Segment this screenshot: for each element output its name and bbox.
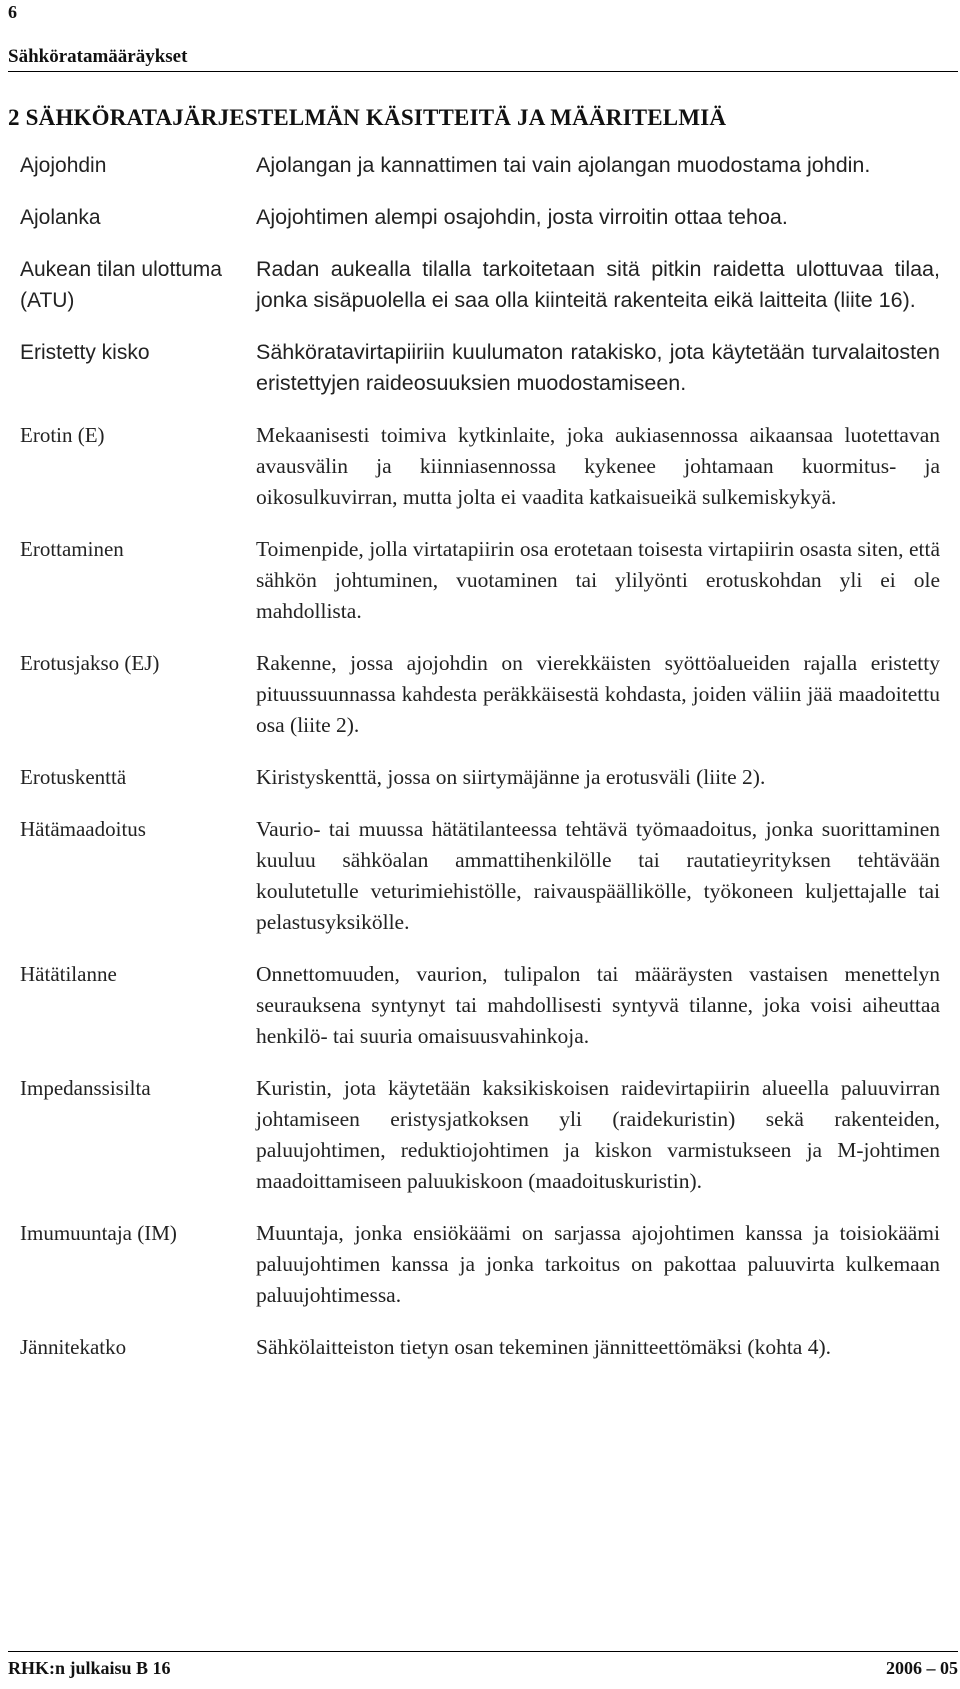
definition-text: Kuristin, jota käytetään kaksikiskoisen raidevirtapiirin alueella paluuvirran johtamiseen eristysjatkoksen yli (raidekuristin) sekä rakenteiden, paluujohtimen, reduktiojohtimen ja kiskon varmistukseen ja M-johtimen maadoittamiseen paluukiskoon (maadoituskuristin). xyxy=(256,1076,940,1193)
page-footer xyxy=(8,1651,958,1679)
definition-text: Mekaanisesti toimiva kytkinlaite, joka aukiasennossa aikaansaa luotettavan avausvälin ja kiinniasennossa kykenee johtamaan kuormitus- ja oikosulkuvirran, mutta jolta ei vaadita katkaisueikä sulkemiskykyä. xyxy=(256,423,940,509)
definition-text: Kiristyskenttä, jossa on siirtymäjänne ja erotusväli (liite 2). xyxy=(256,765,766,789)
definition-item xyxy=(20,202,940,233)
definition-term: Imumuuntaja (IM) xyxy=(20,1221,177,1245)
definition-item xyxy=(20,150,940,181)
definition-item xyxy=(20,1218,940,1311)
page-number: 6 xyxy=(8,2,17,22)
definition-item xyxy=(20,762,940,793)
definition-item xyxy=(20,534,940,627)
definition-term: Impedanssisilta xyxy=(20,1076,151,1100)
definition-text: Sähkölaitteiston tietyn osan tekeminen jännitteettömäksi (kohta 4). xyxy=(256,1335,831,1359)
definition-text: Onnettomuuden, vaurion, tulipalon tai määräysten vastaisen menettelyn seurauksena syntynyt tai mahdollisesti syntyvä tilanne, joka voisi aiheuttaa henkilö- tai suuria omaisuusvahinkoja. xyxy=(256,962,940,1048)
chapter-title: 2 SÄHKÖRATAJÄRJESTELMÄN KÄSITTEITÄ JA MÄÄRITELMIÄ xyxy=(8,105,727,130)
definition-term: Erotuskenttä xyxy=(20,765,127,789)
definition-item xyxy=(20,1073,940,1197)
definition-text: Toimenpide, jolla virtatapiirin osa erotetaan toisesta virtapiirin osasta siten, että sähkön johtuminen, vuotaminen tai ylilyönti erotuskohdan yli ei ole mahdollista. xyxy=(256,537,940,623)
definition-text: Muuntaja, jonka ensiökäämi on sarjassa ajojohtimen kanssa ja toisiokäämi paluujohtimen kanssa ja jonka tarkoitus on pakottaa paluuvirta kulkemaan paluujohtimessa. xyxy=(256,1221,940,1307)
definition-item xyxy=(20,959,940,1052)
definition-item xyxy=(20,420,940,513)
definition-term: Erotin (E) xyxy=(20,423,105,447)
definition-item xyxy=(20,337,940,399)
definition-text: Rakenne, jossa ajojohdin on vierekkäisten syöttöalueiden rajalla eristetty pituussuunnassa kahdesta peräkkäisestä kohdasta, joiden väliin jää maadoitettu osa (liite 2). xyxy=(256,651,940,737)
definition-term: Erotusjakso (EJ) xyxy=(20,651,160,675)
definition-list xyxy=(20,150,940,1384)
definition-text: Ajojohtimen alempi osajohdin, josta virroitin ottaa tehoa. xyxy=(256,205,788,229)
definition-term: Hätämaadoitus xyxy=(20,817,146,841)
publication-id: RHK:n julkaisu B 16 xyxy=(8,1658,171,1678)
definition-text: Radan aukealla tilalla tarkoitetaan sitä pitkin raidetta ulottuvaa tilaa, jonka sisäpuolella ei saa olla kiinteitä rakenteita eikä laitteita (liite 16). xyxy=(256,257,940,312)
definition-term: Ajojohdin xyxy=(20,154,107,177)
definition-text: Vaurio- tai muussa hätätilanteessa tehtävä työmaadoitus, jonka suorittaminen kuuluu sähköalan ammattihenkilölle tai rautatieyrityksen tehtävään koulutetulle veturimiehistölle, raivauspäällikölle, työkoneen kuljettajalle tai pelastusyksikölle. xyxy=(256,817,940,934)
definition-item xyxy=(20,254,940,316)
definition-text: Ajolangan ja kannattimen tai vain ajolangan muodostama johdin. xyxy=(256,153,871,177)
definition-term: Aukean tilan ulottuma (ATU) xyxy=(20,258,222,312)
definition-item xyxy=(20,1332,940,1363)
running-header: Sähköratamääräykset xyxy=(8,46,958,72)
definition-term: Jännitekatko xyxy=(20,1335,127,1359)
definition-term: Ajolanka xyxy=(20,206,101,229)
definition-term: Eristetty kisko xyxy=(20,341,150,364)
definition-term: Hätätilanne xyxy=(20,962,117,986)
publication-date: 2006 – 05 xyxy=(886,1658,958,1678)
definition-item xyxy=(20,814,940,938)
definition-term: Erottaminen xyxy=(20,537,124,561)
definition-item xyxy=(20,648,940,741)
definition-text: Sähköratavirtapiiriin kuulumaton ratakisko, jota käytetään turvalaitosten eristettyjen raideosuuksien muodostamiseen. xyxy=(256,340,940,395)
